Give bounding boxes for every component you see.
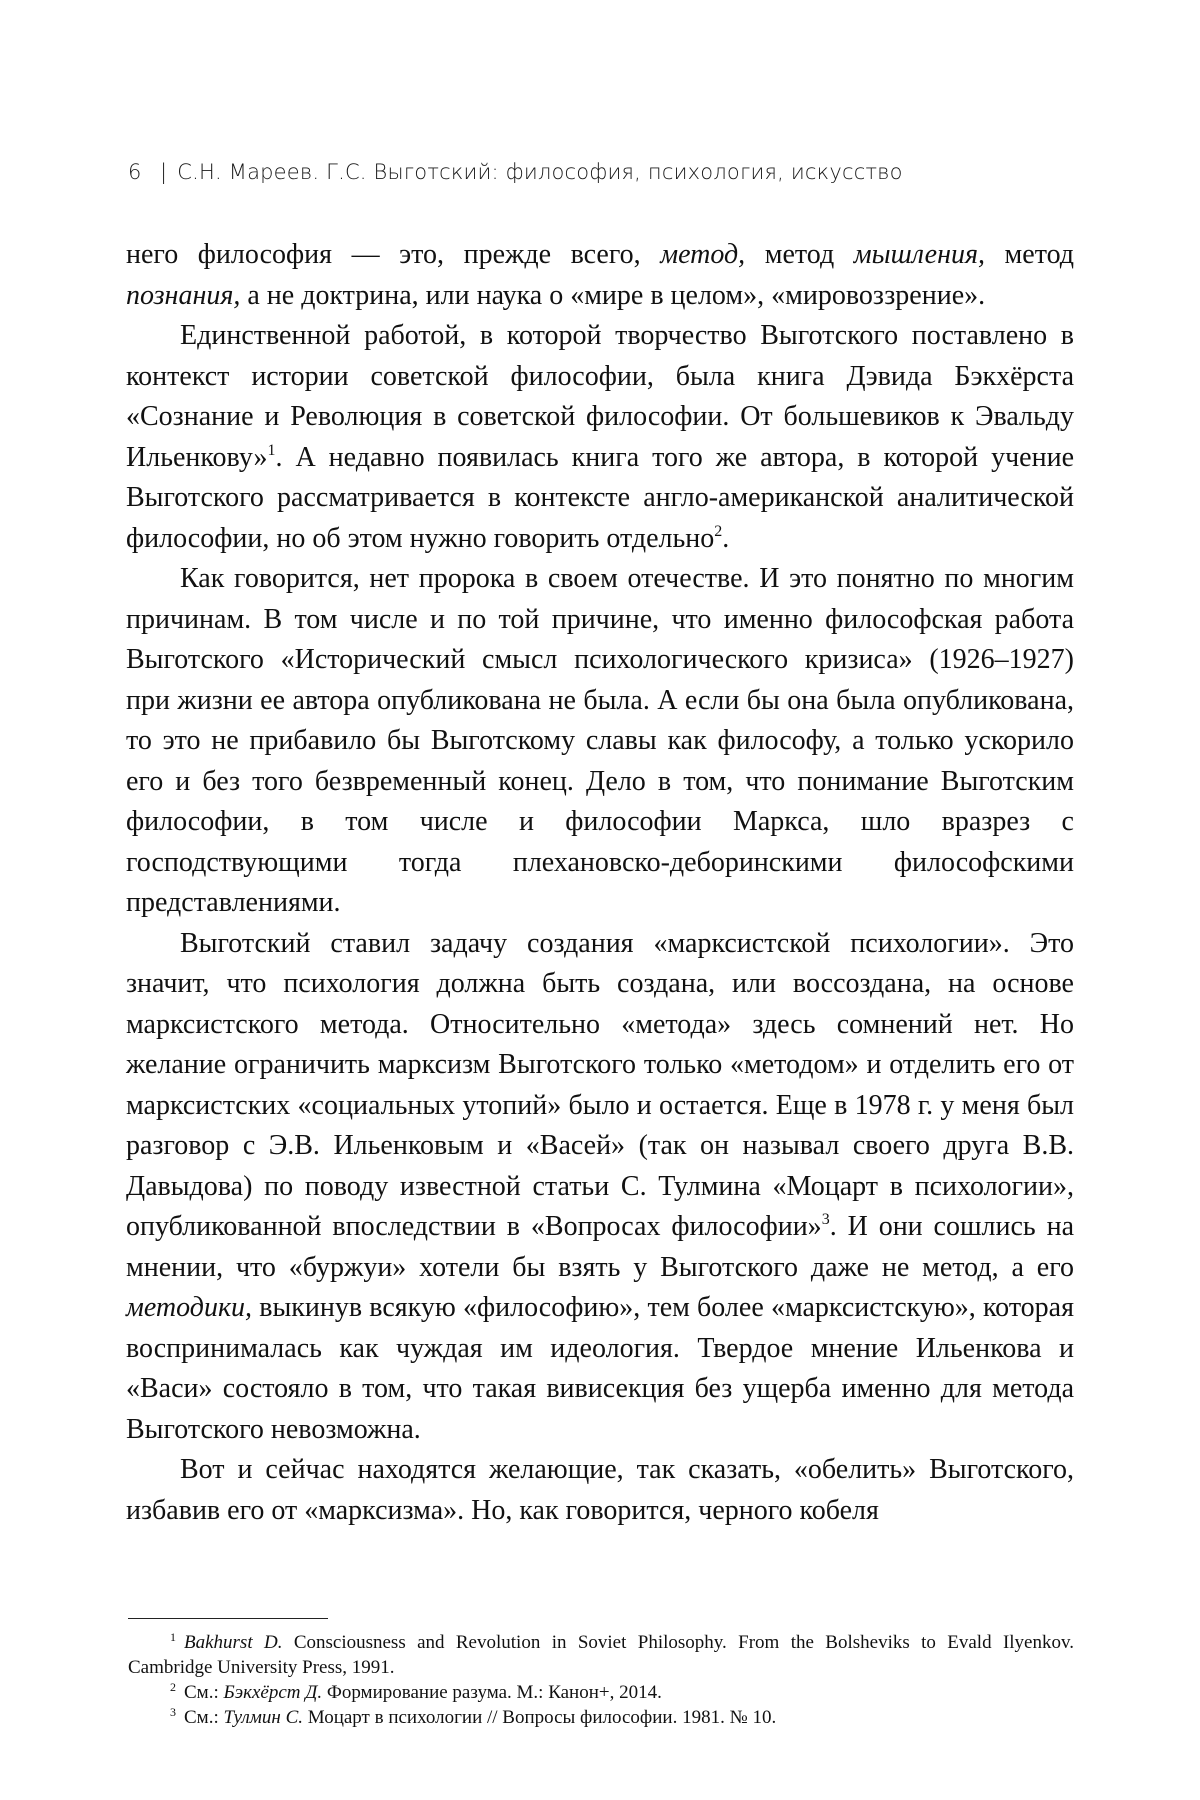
footnote-author: Бэкхёрст Д. [223, 1682, 323, 1703]
footnote-rule [128, 1618, 328, 1619]
footnote-1 [128, 1630, 1074, 1680]
footnote-prefix: См.: [184, 1682, 224, 1703]
footnote-text: Consciousness and Revolution in Soviet Philosophy. From the Bolsheviks to Evald Ilyenkov. Cambridge University Press, 1991. [128, 1632, 1074, 1678]
main-text [126, 235, 1074, 1531]
text-run: а не доктрина, или наука о «мире в целом», «мировоззрение». [240, 279, 986, 311]
text-run: Единственной работой, в которой творчество Выготского поставлено в контекст истории советской философии, была книга Дэвида Бэкхёрста «Сознание и Революция в советской философии. От большевиков к Эвальду Ильенкову» [126, 320, 1074, 473]
header-separator: | [160, 160, 168, 184]
text-run: метод [984, 239, 1075, 270]
paragraph-2 [126, 316, 1074, 559]
page-number: 6 [128, 160, 142, 184]
text-run: Выготский ставил задачу создания «марксистской психологии». Это значит, что психология должна быть создана, или воссоздана, на основе марксистского метода. Относительно «метода» здесь сомнений нет. Но желание ограничить марксизм Выготского только «методом» и отделить его от марксистских «социальных утопий» было и остается. Еще в 1978 г. у меня был разговор с Э.В. Ильенковым и «Васей» (так он называл своего друга В.В. Давыдова) по поводу известной статьи С. Тулмина «Моцарт в психологии», опубликованной впоследствии в «Вопросах философии» [126, 927, 1074, 1242]
footnote-prefix: См.: [184, 1707, 224, 1728]
text-run: . И они сошлись на мнении, что «буржуи» хотели бы взять у Выготского даже не метод, а его [126, 1211, 1075, 1283]
text-run: него философия — это, прежде всего, [126, 239, 661, 270]
footnote-author: Bakhurst D. [184, 1632, 283, 1653]
footnote-mark: 2 [170, 1680, 176, 1694]
paragraph-5: Вот и сейчас находятся желающие, так сказать, «обелить» Выготского, избавив его от «марксизма». Но, как говорится, черного кобеля [126, 1454, 1074, 1526]
italic-term: метод, [660, 239, 746, 270]
paragraph-4 [126, 924, 1074, 1451]
text-run: . А недавно появилась книга того же автора, в которой учение Выготского рассматривается в контексте англо-американской аналитической философии, но об этом нужно говорить отдельно [126, 441, 1074, 554]
text-run: . [722, 522, 730, 554]
running-head [128, 160, 1078, 184]
footnote-author: Тулмин С. [223, 1707, 304, 1728]
footnote-2 [128, 1680, 1074, 1705]
running-title: С.Н. Мареев. Г.С. Выготский: философия, психология, искусство [177, 160, 903, 184]
text-run: выкинув всякую «философию», тем более «марксистскую», которая воспринималась как чуждая им идеология. Твердое мнение Ильенкова и «Васи» состояло в том, что такая вивисекция без ущерба именно для метода Выготского невозможна. [126, 1292, 1074, 1445]
footnote-text: Формирование разума. М.: Канон+, 2014. [322, 1682, 662, 1703]
footnotes [128, 1630, 1074, 1730]
text-run: метод [745, 239, 854, 270]
footnote-text: Моцарт в психологии // Вопросы философии. 1981. № 10. [303, 1707, 777, 1728]
footnote-ref[interactable]: 2 [714, 522, 723, 540]
footnote-3 [128, 1705, 1074, 1730]
footnote-mark: 3 [170, 1705, 176, 1719]
paragraph-1 [126, 235, 1074, 316]
footnote-ref[interactable]: 3 [821, 1211, 830, 1228]
italic-term: методики, [126, 1292, 253, 1323]
footnote-mark: 1 [170, 1630, 176, 1644]
paragraph-3: Как говорится, нет пророка в своем отечестве. И это понятно по многим причинам. В том числе и по той причине, что именно философская работа Выготского «Исторический смысл психологического кризиса» (1926–1927) при жизни ее автора опубликована не была. А если бы она была опубликована, то это не прибавило бы Выготскому славы как философу, а только ускорило его и без того безвременный конец. Дело в том, что понимание Выготским философии, в том числе и философии Маркса, шло вразрез с господствующими тогда плехановско-деборинскими философскими представлениями. [126, 563, 1074, 918]
footnote-ref[interactable]: 1 [267, 441, 276, 459]
italic-term: мышления, [853, 239, 985, 270]
italic-term: познания, [126, 279, 241, 311]
